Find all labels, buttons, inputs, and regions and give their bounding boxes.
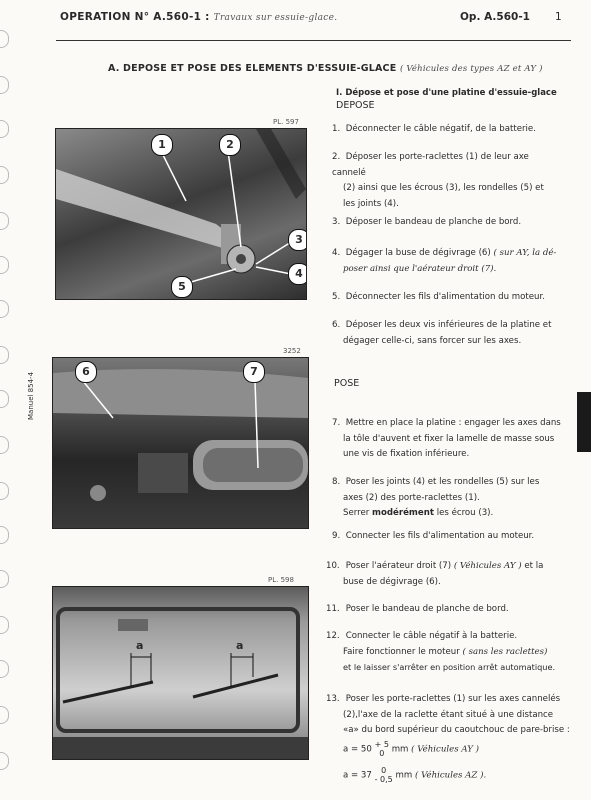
step-5: 5. Déconnecter les fils d'alimentation du moteur. [332,292,545,302]
photo1-ref: PL. 597 [273,118,299,126]
header-rule [56,40,571,41]
step-12: 12. Connecter le câble négatif à la batterie. Faire fonctionner le moteur ( sans les raclettes) et le laisser s'arrêter en position arrêt automatique. [326,631,556,672]
callout-7: 7 [243,361,265,383]
formula-az: a = 37 0 - 0,5 mm ( Véhicules AZ ). [343,766,487,784]
depose-label: DEPOSE [336,100,375,111]
operation-ref: Op. A.560-1 [460,11,530,23]
step-13: 13. Poser les porte-raclettes (1) sur les axes cannelés (2),l'axe de la raclette étant situé à une distance «a» du bord supérieur du caoutchouc de pare-brise : [326,694,570,735]
photo-dashboard [52,357,309,529]
step-4: 4. Dégager la buse de dégivrage (6) ( sur AY, la dé- poser ainsi que l'aérateur droit (7). [332,248,557,274]
callout-4: 4 [288,263,307,285]
step-2: 2. Déposer les porte-raclettes (1) de leur axe cannelé (2) ainsi que les écrous (3), les rondelles (5) et les joints (4). [332,152,544,209]
section-heading: I. Dépose et pose d'une platine d'essuie-glace [336,88,557,98]
photo3-drawing [53,587,308,759]
page-number: 1 [555,11,562,23]
pose-label: POSE [334,378,360,389]
photo3-ref: PL. 598 [268,576,294,584]
step-10: 10. Poser l'aérateur droit (7) ( Véhicules AY ) et la buse de dégivrage (6). [326,561,544,587]
photo1-drawing [56,129,306,299]
formula-ay: a = 50 + 5 0 mm ( Véhicules AY ) [343,740,479,758]
step-1: 1. Déconnecter le câble négatif, de la batterie. [332,124,536,134]
page-tab-marker [577,392,591,452]
operation-header: OPERATION N° A.560-1 : Travaux sur essuie-glace. [60,11,338,23]
step-11: 11. Poser le bandeau de planche de bord. [326,604,509,614]
photo2-ref: 3252 [283,347,301,355]
callout-2: 2 [219,134,241,156]
manual-side-label: Manuel 854-4 [27,371,35,420]
photo-windshield [52,586,309,760]
dimension-a-left: a [136,639,144,652]
callout-3: 3 [288,229,307,251]
photo2-drawing [53,358,308,528]
step-8: 8. Poser les joints (4) et les rondelles (5) sur les axes (2) des porte-raclettes (1). Serrer modérément les écrou (3). [332,477,540,518]
step-9: 9. Connecter les fils d'alimentation au moteur. [332,531,535,541]
photo-wiper-arm [55,128,307,300]
callout-5: 5 [171,276,193,298]
step-7: 7. Mettre en place la platine : engager les axes dans la tôle d'auvent et fixer la lamelle de masse sous une vis de fixation inférieure. [332,418,561,459]
dimension-a-right: a [236,639,244,652]
step-6: 6. Déposer les deux vis inférieures de la platine et dégager celle-ci, sans forcer sur les axes. [332,320,552,346]
callout-6: 6 [75,361,97,383]
page-title: A. DEPOSE ET POSE DES ELEMENTS D'ESSUIE-GLACE ( Véhicules des types AZ et AY ) [108,63,543,74]
step-3: 3. Déposer le bandeau de planche de bord. [332,217,522,227]
callout-1: 1 [151,134,173,156]
